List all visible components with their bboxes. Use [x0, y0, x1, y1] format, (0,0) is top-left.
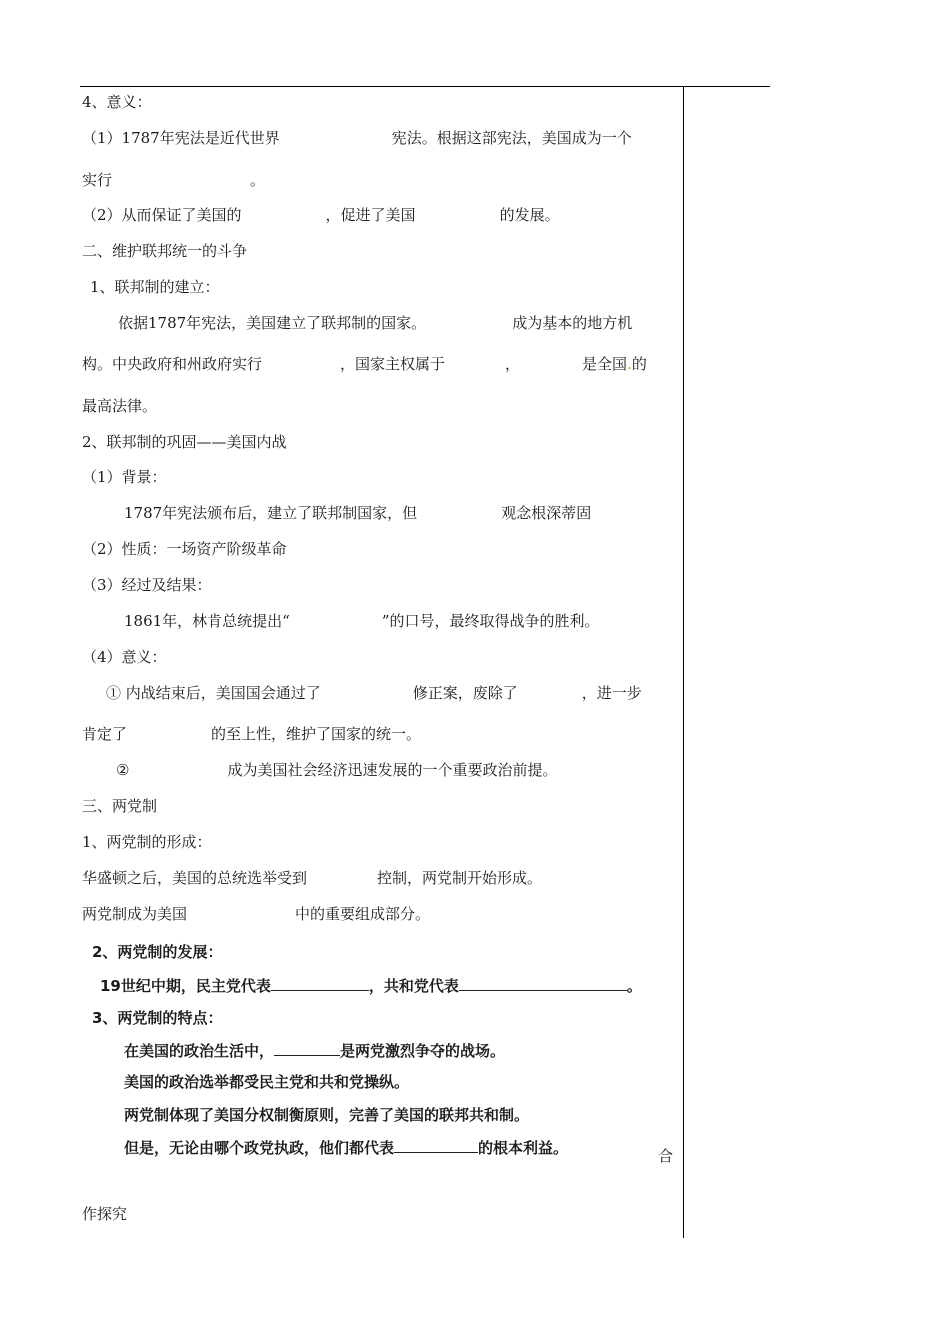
- text-line: （3）经过及结果：: [82, 576, 212, 594]
- text-line: （2）从而保证了美国的 ，促进了美国 的发展。: [82, 206, 560, 224]
- sub-heading: 1、联邦制的建立：: [90, 278, 220, 296]
- text-line: 但是，无论由哪个政党执政，他们都代表 的根本利益。: [124, 1139, 569, 1157]
- text-line: 实行 。: [82, 171, 266, 189]
- sub-heading: 2、两党制的发展：: [92, 943, 223, 961]
- text-line: 肯定了 的至上性，维护了国家的统一。: [82, 725, 422, 743]
- text-line: 1787年宪法颁布后，建立了联邦制国家，但 观念根深蒂固: [124, 504, 592, 522]
- text-line: ① 内战结束后，美国国会通过了 修正案，废除了 ，进一步: [106, 684, 642, 702]
- side-note: 合: [658, 1147, 674, 1165]
- text-line: （1）背景：: [82, 468, 167, 486]
- text-line: （2）性质：一场资产阶级革命: [82, 540, 287, 558]
- text-line: 构。中央政府和州政府实行 ，国家主权属于 ， 是全国.的: [82, 355, 647, 373]
- text-line: 1861年，林肯总统提出“ ”的口号，最终取得战争的胜利。: [124, 612, 600, 630]
- text-line: ② 成为美国社会经济迅速发展的一个重要政治前提。: [116, 761, 558, 779]
- column-divider: [683, 86, 684, 1238]
- text-line: 两党制体现了美国分权制衡原则，完善了美国的联邦共和制。: [124, 1106, 530, 1124]
- top-rule: [80, 86, 770, 87]
- sub-heading: 1、两党制的形成：: [82, 833, 212, 851]
- fill-blank[interactable]: [274, 1041, 340, 1056]
- text-line: （4）意义：: [82, 648, 167, 666]
- fill-blank[interactable]: [459, 976, 627, 991]
- side-note: 作探究: [82, 1205, 128, 1223]
- text-line: 最高法律。: [82, 397, 158, 415]
- text-line: 依据1787年宪法，美国建立了联邦制的国家。 成为基本的地方机: [118, 314, 633, 332]
- fill-blank[interactable]: [271, 976, 369, 991]
- text-line: 美国的政治选举都受民主党和共和党操纵。: [124, 1073, 410, 1091]
- sub-heading: 3、两党制的特点：: [92, 1009, 223, 1027]
- text-line: 华盛顿之后，美国的总统选举受到 控制，两党制开始形成。: [82, 869, 543, 887]
- sub-heading: 2、联邦制的巩固——美国内战: [82, 433, 287, 451]
- section-heading: 二、维护联邦统一的斗争: [82, 242, 248, 260]
- text-line: 在美国的政治生活中， 是两党激烈争夺的战场。: [124, 1042, 506, 1060]
- text-line: （1）1787年宪法是近代世界 宪法。根据这部宪法，美国成为一个: [82, 129, 632, 147]
- text-line: 19世纪中期，民主党代表 ，共和党代表 。: [100, 977, 642, 995]
- fill-blank[interactable]: [394, 1138, 478, 1153]
- text-line: 两党制成为美国 中的重要组成部分。: [82, 905, 431, 923]
- heading-significance: 4、意义：: [82, 93, 152, 111]
- section-heading: 三、两党制: [82, 797, 158, 815]
